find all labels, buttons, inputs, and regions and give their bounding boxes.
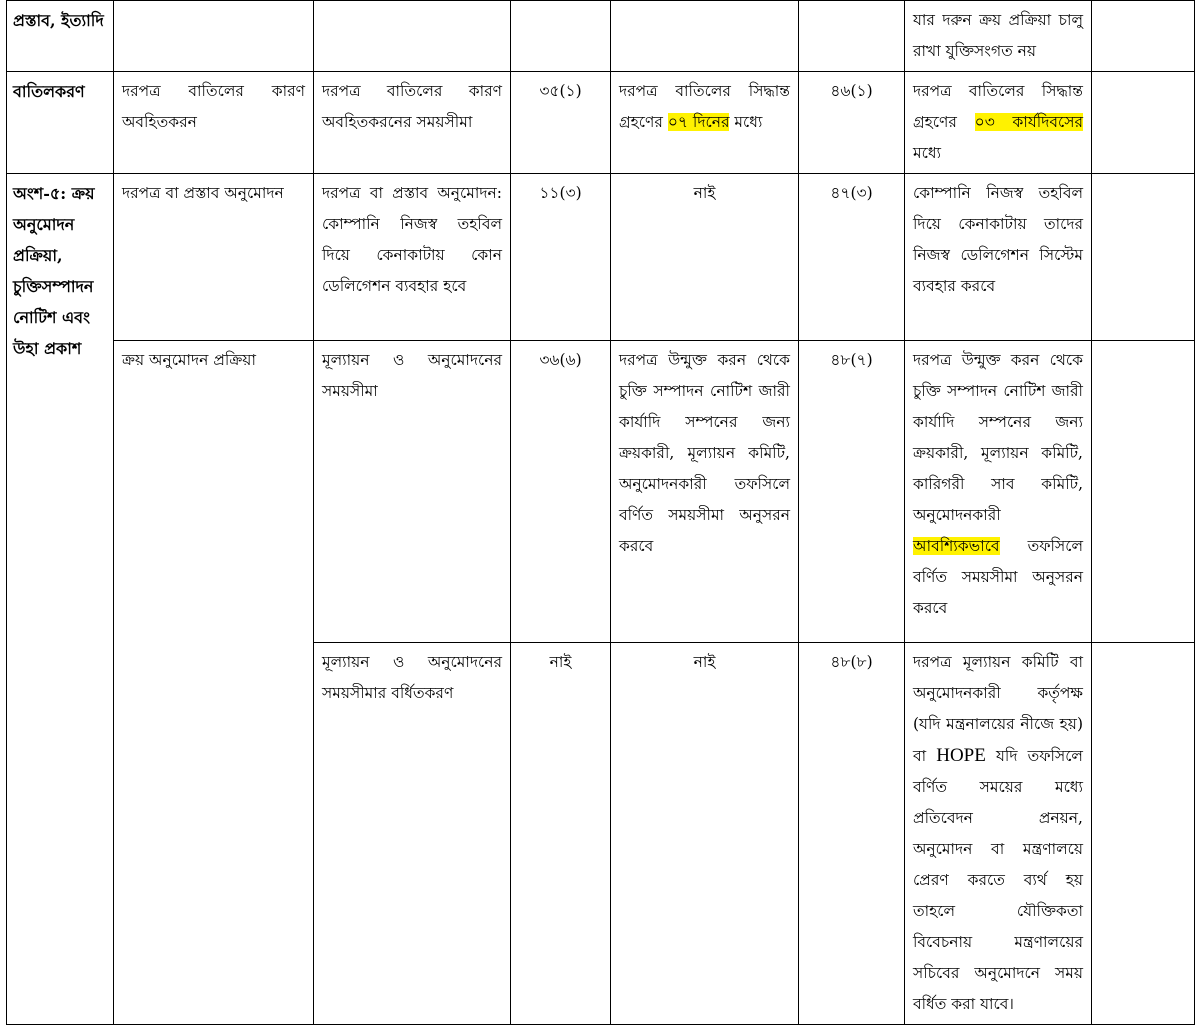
provision-text: দরপত্র উন্মুক্ত করন থেকে চুক্তি সম্পাদন নোটিশ জারী কার্যাদি সম্পনের জন্য ক্রয়কারী, মূল্যায়ন কমিটি, কারিগরী সাব কমিটি, অনুমোদনকারী — [913, 351, 1083, 524]
old-rule-cell: ১১(৩) — [511, 174, 611, 341]
old-provision-cell — [611, 1, 799, 72]
provision-text: দরপত্র বাতিলের সিদ্ধান্ত গ্রহণের — [913, 82, 1083, 131]
highlighted-text: ০৩ কার্যদিবসের — [974, 113, 1083, 131]
provision-text: তফসিলে বর্ণিত সময়সীমা অনুসরন করবে — [913, 537, 1083, 617]
topic-cell: দরপত্র বাতিলের কারণ অবহিতকরন — [114, 72, 314, 174]
topic-cell: ক্রয় অনুমোদন প্রক্রিয়া — [114, 341, 314, 1025]
new-provision-cell: কোম্পানি নিজস্ব তহবিল দিয়ে কেনাকাটায় তাদের নিজস্ব ডেলিগেশন সিস্টেম ব্যবহার করবে — [905, 174, 1092, 341]
new-provision-cell — [905, 643, 1092, 1025]
old-rule-cell — [511, 1, 611, 72]
subject-cell: দরপত্র বা প্রস্তাব অনুমোদন: কোম্পানি নিজস্ব তহবিল দিয়ে কেনাকাটায় কোন ডেলিগেশন ব্যবহার হবে — [314, 174, 511, 341]
table-row — [7, 174, 1195, 341]
old-provision-cell: নাই — [611, 643, 799, 1025]
new-rule-cell: ৪৮(৮) — [799, 643, 905, 1025]
subject-cell: দরপত্র বাতিলের কারণ অবহিতকরনের সময়সীমা — [314, 72, 511, 174]
subject-cell — [314, 1, 511, 72]
table-row — [7, 1, 1195, 72]
new-rule-cell: ৪৬(১) — [799, 72, 905, 174]
section-cell: বাতিলকরণ — [7, 72, 114, 174]
new-rule-cell — [799, 1, 905, 72]
remarks-cell — [1092, 341, 1195, 643]
procurement-rules-table — [6, 0, 1195, 1025]
provision-text: দরপত্র মূল্যায়ন কমিটি বা অনুমোদনকারী কর্তৃপক্ষ (যদি মন্ত্রনালয়ের নীজে হয়) বা — [913, 653, 1083, 765]
new-provision-cell: যার দরুন ক্রয় প্রক্রিয়া চালু রাখা যুক্তিসংগত নয় — [905, 1, 1092, 72]
provision-text: দরপত্র বাতিলের সিদ্ধান্ত গ্রহণের — [619, 82, 790, 131]
section-cell: অংশ-৫: ক্রয় অনুমোদন প্রক্রিয়া, চুক্তিসম্পাদন নোটিশ এবং উহা প্রকাশ — [7, 174, 114, 1025]
section-cell: প্রস্তাব, ইত্যাদি — [7, 1, 114, 72]
old-provision-cell — [611, 72, 799, 174]
new-provision-cell — [905, 72, 1092, 174]
highlighted-text: ০৭ দিনের — [667, 113, 730, 131]
remarks-cell — [1092, 643, 1195, 1025]
table-row — [7, 72, 1195, 174]
new-provision-cell — [905, 341, 1092, 643]
highlighted-text: আবশ্যিকভাবে — [913, 537, 1000, 555]
old-rule-cell: ৩৫(১) — [511, 72, 611, 174]
remarks-cell — [1092, 72, 1195, 174]
topic-cell — [114, 1, 314, 72]
old-rule-cell: নাই — [511, 643, 611, 1025]
provision-text: যদি তফসিলে বর্ণিত সময়ের মধ্যে প্রতিবেদন প্রনয়ন, অনুমোদন বা মন্ত্রণালয়ে প্রেরণ করতে ব্যর্থ হয় তাহলে যৌক্তিকতা বিবেচনায় মন্ত্রণালয়ের সচিবের অনুমোদনে সময় বর্ধিত করা যাবে। — [913, 747, 1083, 1013]
old-provision-cell: দরপত্র উন্মুক্ত করন থেকে চুক্তি সম্পাদন নোটিশ জারী কার্যাদি সম্পনের জন্য ক্রয়কারী, মূল্যায়ন কমিটি, অনুমোদনকারী তফসিলে বর্ণিত সময়সীমা অনুসরন করবে — [611, 341, 799, 643]
subject-cell: মূল্যায়ন ও অনুমোদনের সময়সীমা — [314, 341, 511, 643]
subject-cell: মূল্যায়ন ও অনুমোদনের সময়সীমার বর্ধিতকরণ — [314, 643, 511, 1025]
new-rule-cell: ৪৭(৩) — [799, 174, 905, 341]
new-rule-cell: ৪৮(৭) — [799, 341, 905, 643]
provision-text: মধ্যে — [729, 113, 763, 131]
topic-cell: দরপত্র বা প্রস্তাব অনুমোদন — [114, 174, 314, 341]
old-provision-cell: নাই — [611, 174, 799, 341]
provision-text: মধ্যে — [913, 144, 942, 162]
hope-text: HOPE — [936, 745, 986, 766]
remarks-cell — [1092, 1, 1195, 72]
table-row — [7, 341, 1195, 643]
old-rule-cell: ৩৬(৬) — [511, 341, 611, 643]
remarks-cell — [1092, 174, 1195, 341]
